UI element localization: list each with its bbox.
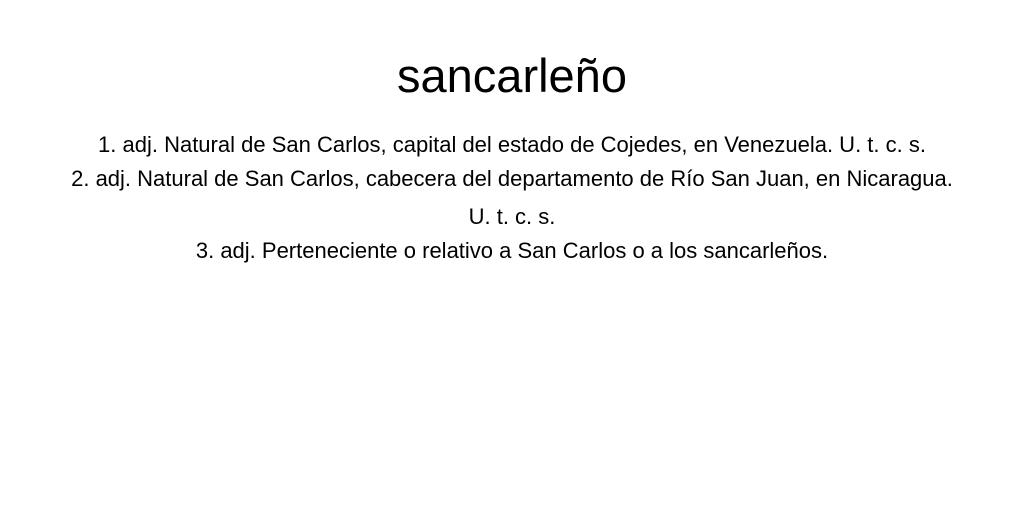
definition-item: 1. adj. Natural de San Carlos, capital del estado de Cojedes, en Venezuela. U. t. c. s. — [98, 132, 926, 157]
definition-item: 3. adj. Perteneciente o relativo a San Carlos o a los sancarleños. — [195, 238, 829, 263]
headword-title: sancarleño — [397, 49, 627, 102]
definition-list — [62, 126, 962, 270]
definition-item: 2. adj. Natural de San Carlos, cabecera del departamento de Río San Juan, en Nicaragua. U. t. c. s. — [71, 166, 953, 229]
